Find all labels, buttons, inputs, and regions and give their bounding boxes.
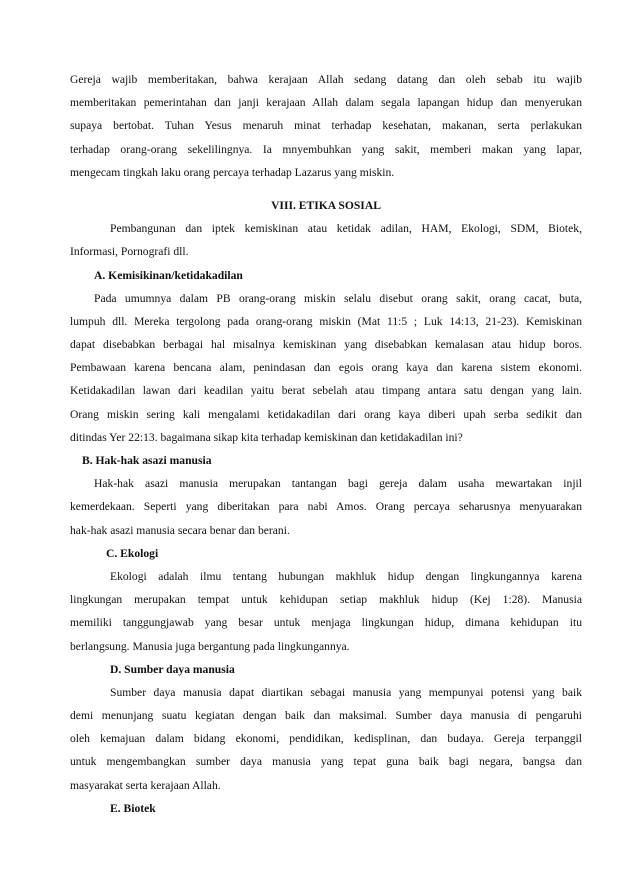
heading-kemiskinan: A. Kemisikinan/ketidakadilan	[94, 268, 243, 282]
ham-paragraph	[70, 472, 582, 542]
document-body	[70, 68, 582, 820]
text-line: masyarakat serta kerajaan Allah.	[70, 778, 221, 792]
text-line: kemerdekaan. Seperti yang diberitakan para nabi Amos. Orang percaya seharusnya menyuarakan	[70, 500, 582, 514]
heading-ekologi: C. Ekologi	[106, 546, 159, 560]
text-line: Pembangunan dan iptek kemiskinan atau ketidak adilan, HAM, Ekologi, SDM, Biotek,	[110, 222, 582, 236]
text-line: berlangsung. Manusia juga bergantung pada lingkungannya.	[70, 639, 350, 653]
ekologi-paragraph	[70, 565, 582, 658]
sdm-paragraph	[70, 681, 582, 797]
text-line: supaya bertobat. Tuhan Yesus menaruh minat terhadap kesehatan, makanan, serta perlakukan	[70, 119, 582, 133]
text-line: mengecam tingkah laku orang percaya terhadap Lazarus yang miskin.	[70, 165, 395, 179]
text-line: untuk mengembangkan sumber daya manusia yang tepat guna baik bagi negara, bangsa dan	[70, 755, 582, 769]
text-line: oleh kemajuan dalam bidang ekonomi, pendidikan, kedisplinan, dan budaya. Gereja terpanggil	[70, 732, 582, 746]
text-line: Pembawaan karena bencana alam, penindasan dan egois orang kaya dan karena sistem ekonomi.	[70, 361, 582, 375]
text-line: Gereja wajib memberitakan, bahwa kerajaan Allah sedang datang dan oleh sebab itu wajib	[70, 73, 582, 86]
section-title: VIII. ETIKA SOSIAL	[271, 198, 381, 212]
heading-ham: B. Hak-hak asazi manusia	[82, 454, 212, 467]
text-line: Orang miskin sering kali mengalami ketidakadilan dari orang kaya diberi upah serba sedikit dan	[70, 407, 582, 421]
text-line: demi menunjang suatu kegiatan dengan baik dan maksimal. Sumber daya manusia di pengaruhi	[70, 709, 582, 723]
text-line: Sumber daya manusia dapat diartikan sebagai manusia yang mempunyai potensi yang baik	[110, 685, 582, 699]
text-line: ditindas Yer 22:13. bagaimana sikap kita terhadap kemiskinan dan ketidakadilan ini?	[70, 430, 463, 444]
text-line: Ketidakadilan lawan dari keadilan yaitu berat sebelah atau timpang antara satu dengan yang lain.	[70, 384, 582, 398]
text-line: memberitakan pemerintahan dan janji kerajaan Allah dalam segala lapangan hidup dan menyerukan	[70, 96, 582, 110]
spacer	[70, 184, 582, 194]
section-intro-paragraph	[70, 217, 582, 263]
text-line: lumpuh dll. Mereka tergolong pada orang-orang miskin (Mat 11:5 ; Luk 14:13, 21-23). Kemiskinan	[70, 314, 582, 328]
text-line: memiliki tanggungjawab yang besar untuk menjaga lingkungan hidup, dimana kehidupan itu	[70, 616, 582, 630]
kemiskinan-paragraph	[70, 287, 582, 449]
text-line: Ekologi adalah ilmu tentang hubungan makhluk hidup dengan lingkungannya karena	[110, 569, 582, 583]
heading-biotek: E. Biotek	[110, 801, 156, 815]
text-line: terhadap orang-orang sekelilingnya. Ia mnyembuhkan yang sakit, memberi makan yang lapar,	[70, 142, 582, 156]
intro-paragraph	[70, 68, 582, 184]
text-line: dapat disebabkan berbagai hal misalnya kemiskinan yang disebabkan kemalasan atau hidup boros.	[70, 338, 582, 352]
text-line: lingkungan merupakan tempat untuk kehidupan setiap makhluk hidup (Kej 1:28). Manusia	[70, 593, 582, 607]
text-line: Hak-hak asazi manusia merupakan tantangan bagi gereja dalam usaha mewartakan injil	[94, 477, 582, 491]
text-line: hak-hak asazi manusia secara benar dan berani.	[70, 523, 290, 537]
text-line: Pada umumnya dalam PB orang-orang miskin selalu disebut orang sakit, orang cacat, buta,	[94, 291, 582, 305]
heading-sdm: D. Sumber daya manusia	[110, 662, 235, 676]
text-line: Informasi, Pornografi dll.	[70, 245, 189, 259]
